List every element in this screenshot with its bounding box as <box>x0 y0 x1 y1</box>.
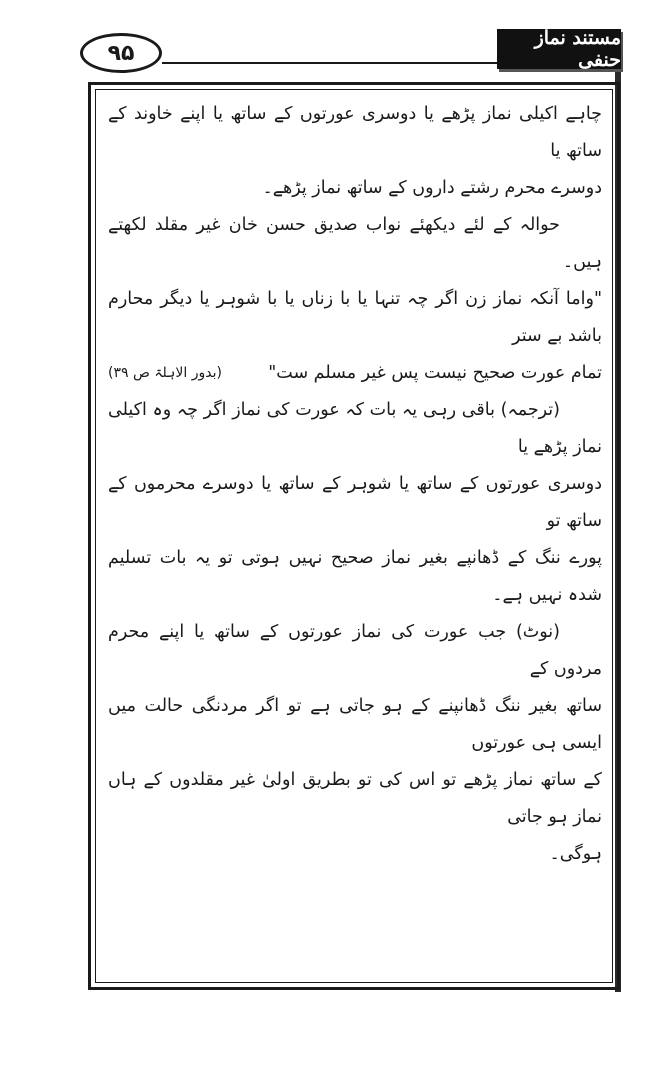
paragraph-1-line-1: چاہے اکیلی نماز پڑھے یا دوسری عورتوں کے ساتھ یا اپنے خاوند کے ساتھ یا <box>108 104 602 161</box>
book-title-badge <box>497 29 621 69</box>
book-title: مستند نماز حنفی <box>534 27 621 71</box>
header-rule <box>162 62 497 64</box>
paragraph-1-line-2: دوسرے محرم رشتے داروں کے ساتھ نماز پڑھے۔ <box>262 178 602 198</box>
quote-line-2-row <box>108 355 602 392</box>
translation-line-1: (ترجمہ) باقی رہی یہ بات کہ عورت کی نماز اگر چہ وہ اکیلی نماز پڑھے یا <box>108 400 602 457</box>
translation-line-3: پورے ننگ کے ڈھانپے بغیر نماز صحیح نہیں ہوتی تو یہ بات تسلیم شدہ نہیں ہے۔ <box>108 548 602 605</box>
quote-line-2: تمام عورت صحیح نیست پس غیر مسلم ست" <box>268 363 602 383</box>
page-number-text: ۹۵ <box>107 40 135 66</box>
note-line-1: (نوٹ) جب عورت کی نماز عورتوں کے ساتھ یا اپنے محرم مردوں کے <box>108 622 602 679</box>
translation-line-2: دوسری عورتوں کے ساتھ یا شوہر کے ساتھ یا دوسرے محرموں کے ساتھ تو <box>108 474 602 531</box>
page-number <box>80 33 162 73</box>
quote-reference: (بدور الاہلۃ ص ۳۹) <box>108 365 222 381</box>
quote-line-1: "واما آنکہ نماز زن اگر چہ تنہا یا با زناں یا با شوہر یا دیگر محارم باشد بے ستر <box>108 289 602 346</box>
note-line-3: کے ساتھ نماز پڑھے تو اس کی تو بطریق اولیٰ غیر مقلدوں کے ہاں نماز ہو جاتی <box>108 770 602 827</box>
note-line-4: ہوگی۔ <box>549 844 602 864</box>
page-body <box>108 96 602 873</box>
paragraph-2: حوالہ کے لئے دیکھئے نواب صدیق حسن خان غیر مقلد لکھتے ہیں۔ <box>108 215 602 272</box>
note-line-2: ساتھ بغیر ننگ ڈھانپنے کے ہو جاتی ہے تو اگر مردنگی حالت میں ایسی ہی عورتوں <box>108 696 602 753</box>
